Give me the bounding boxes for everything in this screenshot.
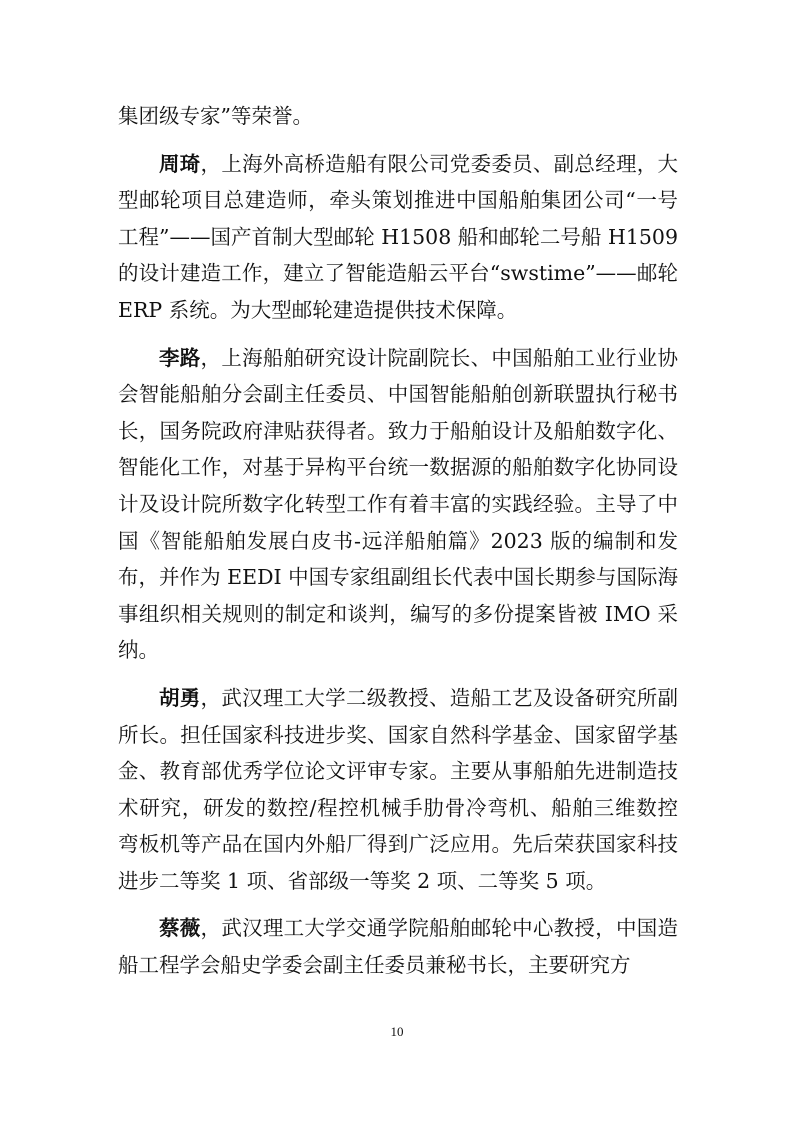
paragraph-text: ，武汉理工大学二级教授、造船工艺及设备研究所副所长。担任国家科技进步奖、国家自然科学基金、国家留学基金、教育部优秀学位论文评审专家。主要从事船舶先进制造技术研究，研发的数控/程控机械手肋骨冷弯机、船舶三维数控弯板机等产品在国内外船厂得到广泛应用。先后荣获国家科技进步二等奖 1 项、省部级一等奖 2 项、二等奖 5 项。: [118, 685, 679, 893]
paragraph-li-lu: [118, 340, 678, 669]
person-name: 胡勇: [159, 685, 201, 710]
paragraph-hu-yong: [118, 680, 678, 900]
document-body: [118, 98, 678, 995]
person-name: 蔡薇: [159, 916, 201, 941]
paragraph-continuation: 集团级专家”等荣誉。: [118, 104, 313, 128]
person-name: 李路: [159, 345, 201, 370]
paragraph-cai-wei: [118, 910, 678, 983]
person-name: 周琦: [159, 151, 201, 176]
paragraph-text: ，武汉理工大学交通学院船舶邮轮中心教授，中国造船工程学会船史学委会副主任委员兼秘书长，主要研究方: [118, 916, 679, 978]
paragraph-zhou-qi: [118, 146, 678, 329]
paragraph-text: ，上海船舶研究设计院副院长、中国船舶工业行业协会智能船舶分会副主任委员、中国智能船舶创新联盟执行秘书长，国务院政府津贴获得者。致力于船舶设计及船舶数字化、智能化工作，对基于异构平台统一数据源的船舶数字化协同设计及设计院所数字化转型工作有着丰富的实践经验。主导了中国《智能船舶发展白皮书-远洋船舶篇》2023 版的编制和发布，并作为 EEDI 中国专家组副组长代表中国长期参与国际海事组织相关规则的制定和谈判，编写的多份提案皆被 IMO 采纳。: [118, 345, 679, 663]
paragraph-text: ，上海外高桥造船有限公司党委委员、副总经理，大型邮轮项目总建造师，牵头策划推进中国船舶集团公司“一号工程”——国产首制大型邮轮 H1508 船和邮轮二号船 H1509 的设计建造工作，建立了智能造船云平台“swstime”——邮轮 ERP 系统。为大型邮轮建造提供技术保障。: [118, 151, 679, 322]
page-number: 10: [390, 1024, 404, 1039]
